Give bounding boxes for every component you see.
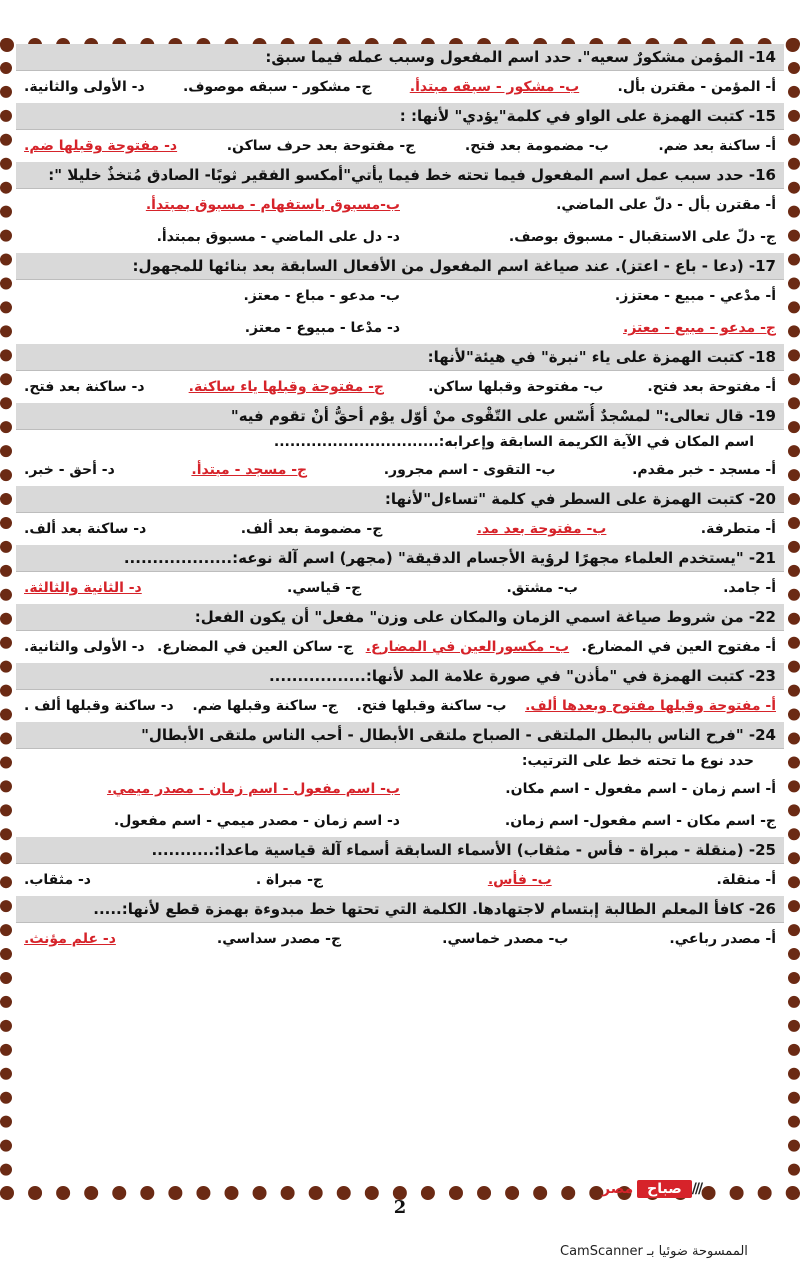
question-title: 19- قال تعالى:" لمسْجدٌ أُسّس على التّقْوى منْ أوّل يوْم أحقُّ أنْ تقوم فيه": [16, 403, 784, 430]
question-block: [16, 344, 784, 403]
question-title: 21- "يستخدم العلماء مجهرًا لرؤية الأجسام الدقيقة" (مجهر) اسم آلة نوعه:...................: [16, 545, 784, 572]
camscanner-watermark: الممسوحة ضوئيا بـ CamScanner: [560, 1244, 748, 1259]
answer-option[interactable]: ب- مضمومة بعد فتح.: [464, 138, 609, 154]
answer-option[interactable]: ب- مدعو - مباع - معتز.: [243, 288, 400, 304]
answer-option[interactable]: ب- مشتق.: [506, 580, 578, 596]
question-title: 25- (منقلة - مبراة - فأس - مثقاب) الأسماء السابقة أسماء آلة قياسية ماعدا:...........: [16, 837, 784, 864]
answer-option[interactable]: ج- مصدر سداسي.: [216, 931, 342, 947]
question-title: 26- كافأ المعلم الطالبة إبتسام لاجتهادها. الكلمة التي تحتها خط مبدوءة بهمزة قطع لأنها:.....: [16, 896, 784, 923]
answer-option[interactable]: د- اسم زمان - مصدر ميمي - اسم مفعول.: [113, 813, 400, 829]
answer-option[interactable]: أ- مفتوح العين في المضارع.: [581, 639, 776, 655]
question-block: [16, 722, 784, 837]
question-title: 18- كتبت الهمزة على ياء "نبرة" في هيئة"لأنها:: [16, 344, 784, 371]
answer-option[interactable]: ج- مبراة .: [255, 872, 323, 888]
answer-option[interactable]: ب- التقوى - اسم مجرور.: [383, 462, 556, 478]
answer-option[interactable]: أ- المؤمن - مقترن بأل.: [617, 79, 776, 95]
question-block: [16, 486, 784, 545]
correct-answer-option[interactable]: ج- مسجد - مبتدأ.: [191, 462, 308, 478]
options-row: [16, 923, 784, 955]
questions-list: [16, 44, 784, 955]
question-title: 15- كتبت الهمزة على الواو في كلمة"يؤدي" لأنها: :: [16, 103, 784, 130]
options-row: [16, 572, 784, 604]
question-title: 16- حدد سبب عمل اسم المفعول فيما تحته خط فيما يأتي"أمكسو الفقير ثوبًا- الصادق مُتخذٌ خليلا ":: [16, 162, 784, 189]
question-block: [16, 663, 784, 722]
answer-option[interactable]: ج- اسم مكان - اسم مفعول- اسم زمان.: [504, 813, 776, 829]
correct-answer-option[interactable]: ب- مفتوحة بعد مد.: [476, 521, 607, 537]
correct-answer-option[interactable]: ج- مفتوحة وقبلها ياء ساكنة.: [188, 379, 385, 395]
options-row: [16, 221, 784, 253]
correct-answer-option[interactable]: ب- اسم مفعول - اسم زمان - مصدر ميمي.: [107, 781, 400, 797]
question-block: [16, 162, 784, 253]
options-row: [16, 454, 784, 486]
options-row: [16, 773, 784, 805]
options-row: [16, 71, 784, 103]
answer-option[interactable]: أ- اسم زمان - اسم مفعول - اسم مكان.: [505, 781, 776, 797]
options-row: [16, 312, 784, 344]
question-block: [16, 896, 784, 955]
options-row: [16, 805, 784, 837]
question-title: 20- كتبت الهمزة على السطر في كلمة "تساءل"لأنها:: [16, 486, 784, 513]
answer-option[interactable]: ج- ساكن العين في المضارع.: [157, 639, 354, 655]
options-row: [16, 631, 784, 663]
options-row: [16, 189, 784, 221]
answer-option[interactable]: ج- مفتوحة بعد حرف ساكن.: [226, 138, 416, 154]
correct-answer-option[interactable]: ب-مسبوق باستفهام - مسبوق بمبتدأ.: [145, 197, 400, 213]
correct-answer-option[interactable]: د- مفتوحة وقبلها ضم.: [24, 138, 178, 154]
brand-box: صباح: [637, 1180, 692, 1198]
question-block: [16, 604, 784, 663]
options-row: [16, 280, 784, 312]
correct-answer-option[interactable]: ب- فأس.: [487, 872, 552, 888]
answer-option[interactable]: أ- مسجد - خبر مقدم.: [632, 462, 776, 478]
question-block: [16, 403, 784, 486]
brand-stripes: ///: [691, 1181, 702, 1197]
question-title: 14- المؤمن مشكورٌ سعيه". حدد اسم المفعول وسبب عمله فيما سبق:: [16, 44, 784, 71]
options-row: [16, 513, 784, 545]
options-row: [16, 690, 784, 722]
correct-answer-option[interactable]: د- الثانية والثالثة.: [24, 580, 142, 596]
answer-option[interactable]: د- مثقاب.: [24, 872, 91, 888]
answer-option[interactable]: أ- ساكنة بعد ضم.: [658, 138, 776, 154]
answer-option[interactable]: أ- مفتوحة بعد فتح.: [647, 379, 776, 395]
question-subtitle: حدد نوع ما تحته خط على الترتيب:: [521, 753, 754, 769]
answer-option[interactable]: ب- مفتوحة وقبلها ساكن.: [428, 379, 604, 395]
answer-option[interactable]: د- الأولى والثانية.: [24, 79, 145, 95]
question-title: 17- (دعا - باع - اعتز). عند صياغة اسم المفعول من الأفعال السابقة بعد بنائها للمجهول:: [16, 253, 784, 280]
correct-answer-option[interactable]: أ- مفتوحة وقبلها مفتوح وبعدها ألف.: [525, 698, 776, 714]
answer-option[interactable]: د- دل على الماضي - مسبوق بمبتدأ.: [156, 229, 400, 245]
question-block: [16, 44, 784, 103]
options-row: [16, 371, 784, 403]
question-title: 22- من شروط صياغة اسمي الزمان والمكان على وزن" مفعل" أن يكون الفعل:: [16, 604, 784, 631]
answer-option[interactable]: أ- جامد.: [723, 580, 776, 596]
answer-option[interactable]: ب- مصدر خماسي.: [442, 931, 569, 947]
answer-option[interactable]: أ- مصدر رباعي.: [669, 931, 776, 947]
correct-answer-option[interactable]: ب- مشكور - سبقه مبتدأ.: [409, 79, 580, 95]
question-subtitle: اسم المكان في الآية الكريمة السابقة وإعرابه:...............................: [273, 434, 754, 450]
question-title: 24- "فرح الناس بالبطل الملتقى - الصباح ملتقى الأبطال - أحب الناس ملتقى الأبطال": [16, 722, 784, 749]
answer-option[interactable]: د- ساكنة بعد فتح.: [24, 379, 145, 395]
options-row: [16, 130, 784, 162]
answer-option[interactable]: د- ساكنة وقبلها ألف .: [24, 698, 174, 714]
answer-option[interactable]: أ- مدْعي - مبيع - معتزز.: [614, 288, 776, 304]
answer-option[interactable]: ج- مشكور - سبقه موصوف.: [182, 79, 372, 95]
correct-answer-option[interactable]: د- علم مؤنث.: [24, 931, 116, 947]
page-number: 2: [393, 1197, 407, 1218]
question-title: 23- كتبت الهمزة في "مأذن" في صورة علامة المد لأنها:.................: [16, 663, 784, 690]
answer-option[interactable]: د- الأولى والثانية.: [24, 639, 145, 655]
options-row: [16, 864, 784, 896]
answer-option[interactable]: ب- ساكنة وقبلها فتح.: [356, 698, 507, 714]
answer-option[interactable]: ج- دلّ على الاستقبال - مسبوق بوصف.: [508, 229, 776, 245]
question-block: [16, 103, 784, 162]
question-block: [16, 253, 784, 344]
answer-option[interactable]: أ- متطرفة.: [700, 521, 776, 537]
answer-option[interactable]: ج- ساكنة وقبلها ضم.: [192, 698, 338, 714]
question-block: [16, 545, 784, 604]
brand-country: مصر: [602, 1181, 634, 1197]
correct-answer-option[interactable]: ج- مدعو - مبيع - معتز.: [623, 320, 776, 336]
question-block: [16, 837, 784, 896]
answer-option[interactable]: ج- قياسي.: [287, 580, 362, 596]
answer-option[interactable]: أ- مقترن بأل - دلّ على الماضي.: [556, 197, 776, 213]
answer-option[interactable]: د- مدْعا - مبيوع - معتز.: [244, 320, 400, 336]
answer-option[interactable]: د- ساكنة بعد ألف.: [24, 521, 147, 537]
answer-option[interactable]: أ- منقلة.: [716, 872, 776, 888]
correct-answer-option[interactable]: ب- مكسورالعين في المضارع.: [365, 639, 570, 655]
answer-option[interactable]: ج- مضمومة بعد ألف.: [240, 521, 383, 537]
answer-option[interactable]: د- أحق - خبر.: [24, 462, 115, 478]
